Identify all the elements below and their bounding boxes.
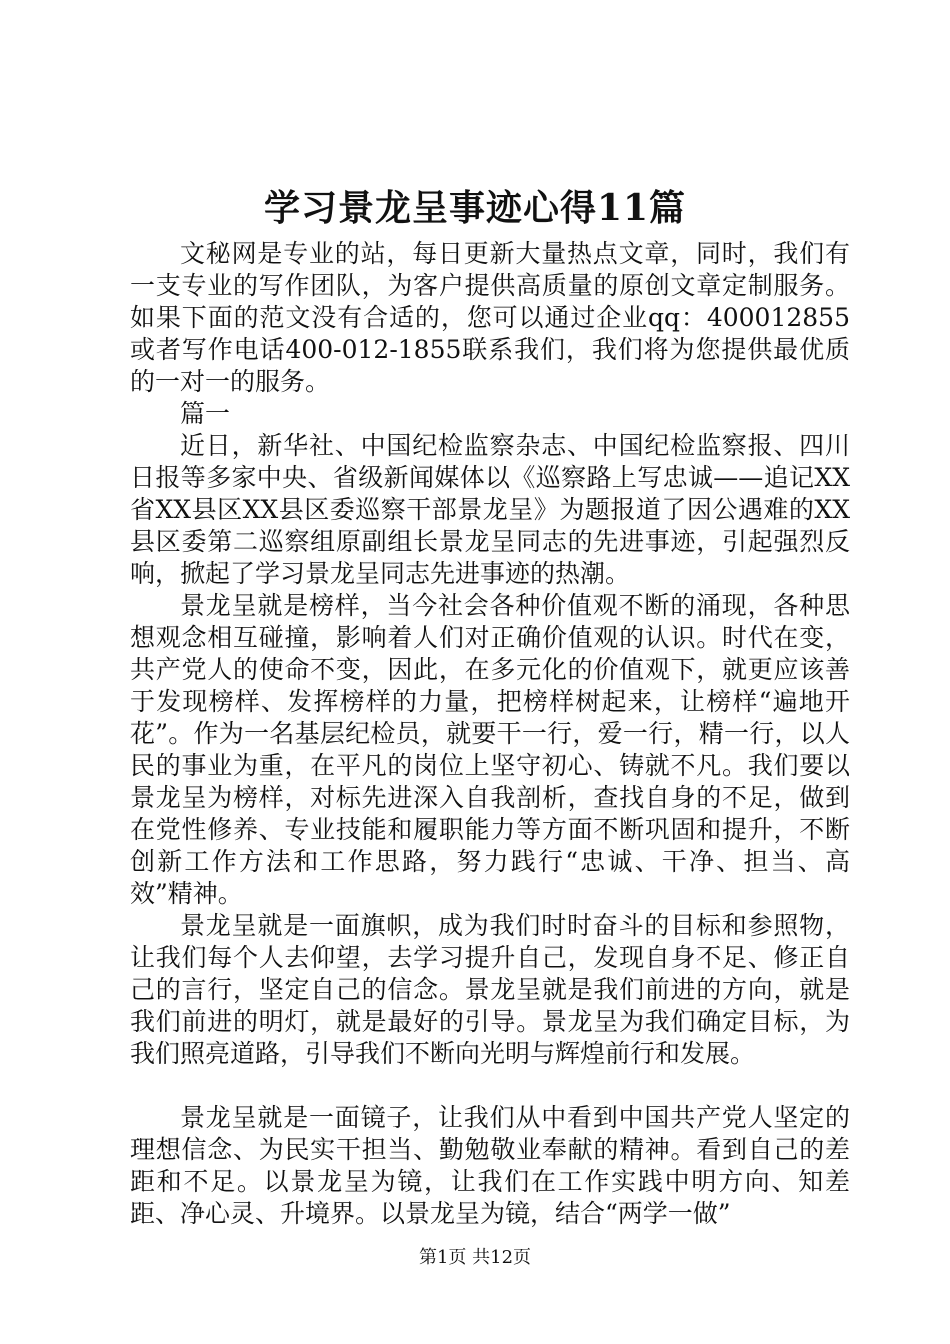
body-paragraph: 景龙呈就是榜样，当今社会各种价值观不断的涌现，各种思想观念相互碰撞，影响着人们对正确价值观的认识。时代在变，共产党人的使命不变，因此，在多元化的价值观下，就更应该善于发现榜样、发挥榜样的力量，把榜样树起来，让榜样“遍地开花”。作为一名基层纪检员，就要干一行，爱一行，精一行，以人民的事业为重，在平凡的岗位上坚守初心、铸就不凡。我们要以景龙呈为榜样，对标先进深入自我剖析，查找自身的不足，做到在党性修养、专业技能和履职能力等方面不断巩固和提升，不断创新工作方法和工作思路，努力践行“忠诚、干净、担当、高效”精神。 [130,591,850,908]
body-paragraph: 近日，新华社、中国纪检监察杂志、中国纪检监察报、四川日报等多家中央、省级新闻媒体以《巡察路上写忠诚——追记XX省XX县区XX县区委巡察干部景龙呈》为题报道了因公遇难的XX县区委第二巡察组原副组长景龙呈同志的先进事迹，引起强烈反响，掀起了学习景龙呈同志先进事迹的热潮。 [130,431,850,588]
intro-paragraph: 文秘网是专业的站，每日更新大量热点文章，同时，我们有一支专业的写作团队，为客户提供高质量的原创文章定制服务。如果下面的范文没有合适的，您可以通过企业qq：400012855或者写作电话400-012-1855联系我们，我们将为您提供最优质的一对一的服务。 [130,239,850,396]
page-number: 第1页 共12页 [418,1247,532,1268]
body-paragraph: 景龙呈就是一面镜子，让我们从中看到中国共产党人坚定的理想信念、为民实干担当、勤勉敬业奉献的精神。看到自己的差距和不足。以景龙呈为镜，让我们在工作实践中明方向、知差距、净心灵、升境界。以景龙呈为镜，结合“两学一做” [130,1103,850,1228]
section-heading: 篇一 [180,399,231,428]
document-title: 学习景龙呈事迹心得11篇 [263,187,687,229]
document-body [130,238,850,1230]
body-paragraph: 景龙呈就是一面旗帜，成为我们时时奋斗的目标和参照物，让我们每个人去仰望，去学习提升自己，发现自身不足、修正自己的言行，坚定自己的信念。景龙呈就是我们前进的方向，就是我们前进的明灯，就是最好的引导。景龙呈为我们确定目标，为我们照亮道路，引导我们不断向光明与辉煌前行和发展。 [130,911,850,1068]
